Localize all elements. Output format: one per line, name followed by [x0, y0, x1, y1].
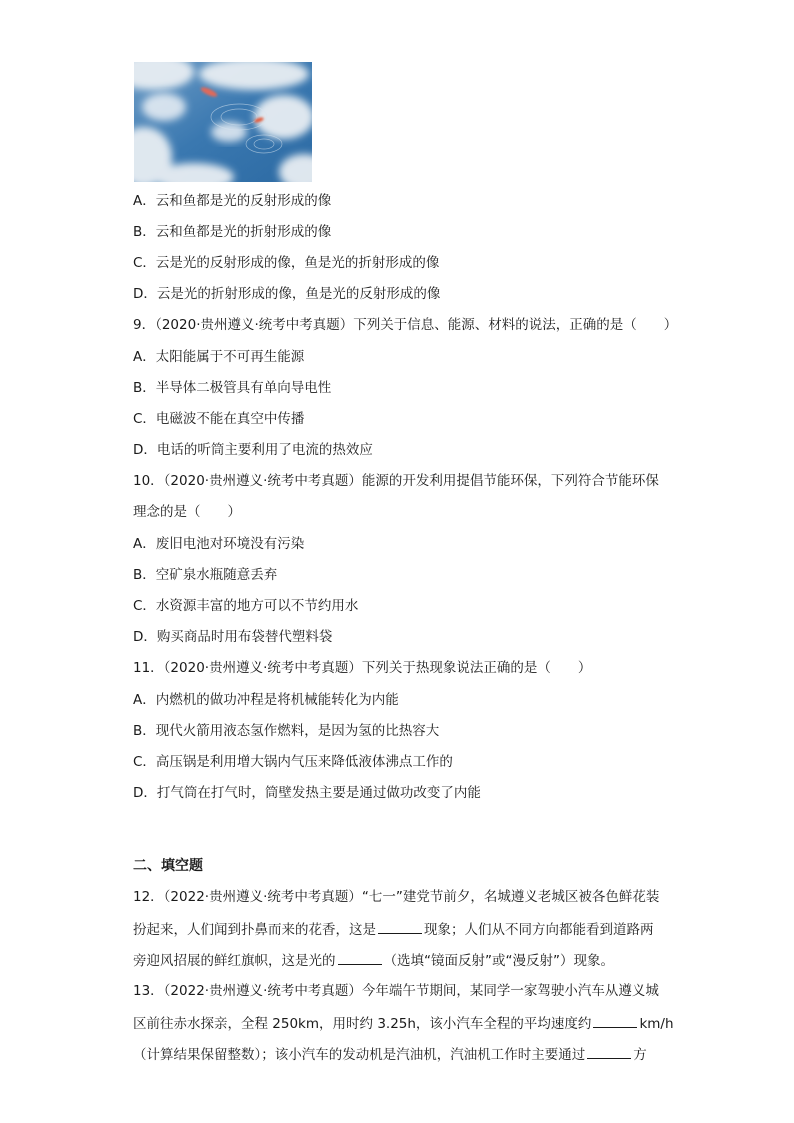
q11-option-c: C．高压锅是利用增大锅内气压来降低液体沸点工作的: [133, 754, 453, 770]
q11-option-d: D．打气筒在打气时，筒壁发热主要是通过做功改变了内能: [133, 785, 481, 801]
q10-stem-line2: 理念的是（ ）: [133, 504, 241, 520]
q12-blank-1[interactable]: [378, 919, 422, 934]
q12-line1: 12．（2022·贵州遵义·统考中考真题）“七一”建党节前夕，名城遵义老城区被各色鲜花装: [133, 889, 660, 905]
q13-blank-2[interactable]: [587, 1044, 631, 1059]
q9-option-c: C．电磁波不能在真空中传播: [133, 411, 305, 427]
q11-stem: 11．（2020·贵州遵义·统考中考真题）下列关于热现象说法正确的是（ ）: [133, 660, 592, 676]
q12-blank-2[interactable]: [338, 950, 382, 965]
q13-blank-1[interactable]: [593, 1013, 637, 1028]
q13-line2-text-b: km/h: [639, 1016, 674, 1032]
q9-option-d: D．电话的听筒主要利用了电流的热效应: [133, 442, 373, 458]
q10-option-a: A．废旧电池对环境没有污染: [133, 536, 305, 552]
q13-line3: [133, 1044, 673, 1064]
q12-line3: [133, 950, 673, 970]
q11-option-a: A．内燃机的做功冲程是将机械能转化为内能: [133, 692, 399, 708]
pond-reflection-image: [134, 62, 312, 182]
q13-line1: 13．（2022·贵州遵义·统考中考真题）今年端午节期间，某同学一家驾驶小汽车从遵义城: [133, 983, 659, 999]
q10-option-b: B．空矿泉水瓶随意丢弃: [133, 567, 278, 583]
q12-line3-text-a: 旁迎风招展的鲜红旗帜，这是光的: [133, 953, 336, 969]
q8-option-a: A．云和鱼都是光的反射形成的像: [133, 193, 332, 209]
q11-option-b: B．现代火箭用液态氢作燃料，是因为氢的比热容大: [133, 723, 440, 739]
q9-option-a: A．太阳能属于不可再生能源: [133, 349, 305, 365]
q8-option-b: B．云和鱼都是光的折射形成的像: [133, 224, 332, 240]
q10-stem-line1: 10．（2020·贵州遵义·统考中考真题）能源的开发利用提倡节能环保，下列符合节能环保: [133, 473, 659, 489]
q13-line3-text-a: （计算结果保留整数）；该小汽车的发动机是汽油机，汽油机工作时主要通过: [133, 1047, 586, 1063]
q12-line2-text-a: 扮起来，人们闻到扑鼻而来的花香，这是: [133, 922, 376, 938]
q10-option-d: D．购买商品时用布袋替代塑料袋: [133, 629, 333, 645]
q9-option-b: B．半导体二极管具有单向导电性: [133, 380, 332, 396]
q13-line2: [133, 1013, 673, 1033]
photo-clouds-and-fish: [134, 62, 312, 182]
q10-option-c: C．水资源丰富的地方可以不节约用水: [133, 598, 359, 614]
q8-option-d: D．云是光的折射形成的像，鱼是光的反射形成的像: [133, 286, 441, 302]
q13-line3-text-b: 方: [633, 1047, 647, 1063]
q8-option-c: C．云是光的反射形成的像，鱼是光的折射形成的像: [133, 255, 440, 271]
section-title-fill-in: 二、填空题: [133, 858, 203, 874]
q9-stem: 9．（2020·贵州遵义·统考中考真题）下列关于信息、能源、材料的说法，正确的是（ ）: [133, 317, 678, 333]
q13-line2-text-a: 区前往赤水探亲，全程 250km，用时约 3.25h，该小汽车全程的平均速度约: [133, 1016, 592, 1032]
q12-line3-text-b: （选填“镜面反射”或“漫反射”）现象。: [383, 953, 614, 969]
q12-line2-text-b: 现象；人们从不同方向都能看到道路两: [424, 922, 654, 938]
q12-line2: [133, 919, 673, 939]
